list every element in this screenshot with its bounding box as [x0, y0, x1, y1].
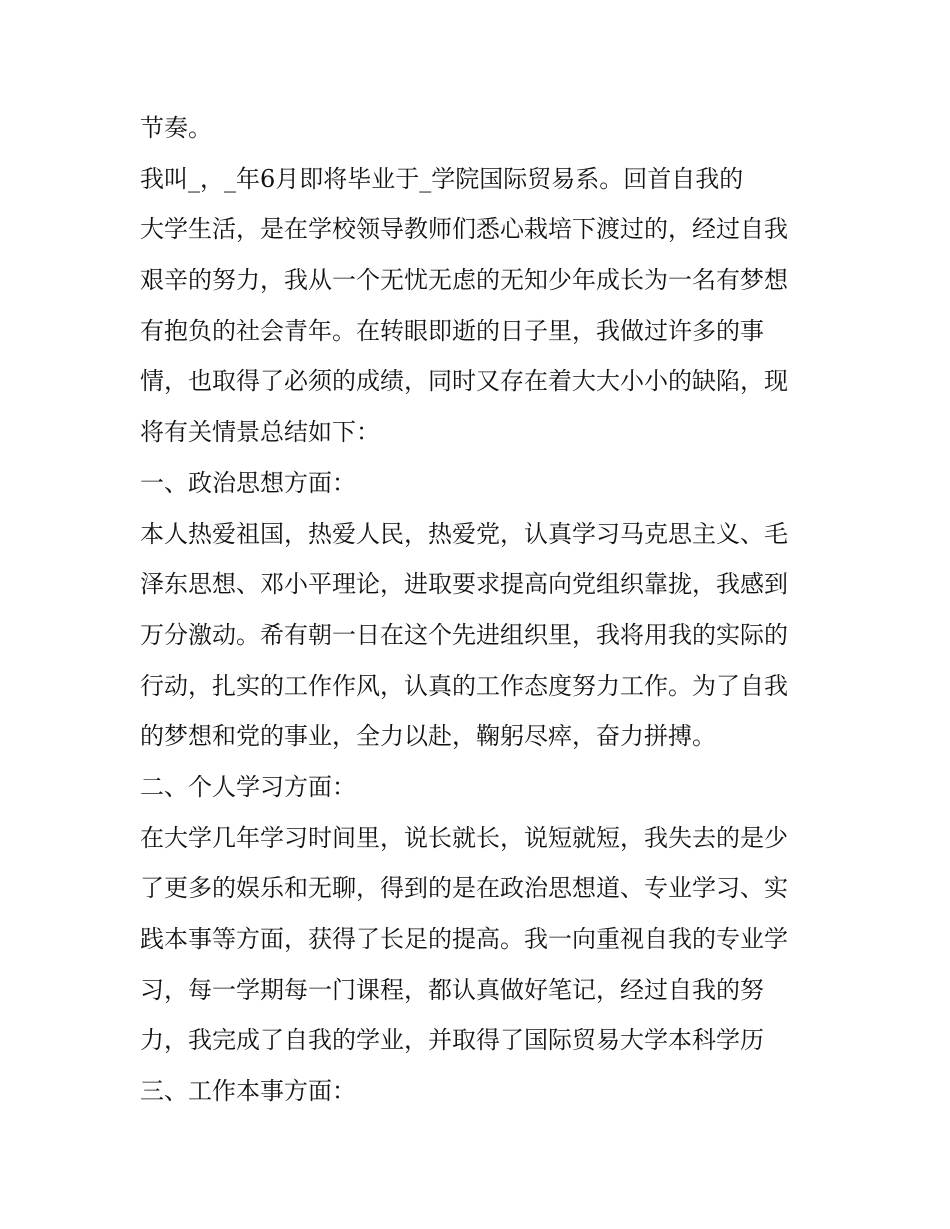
- text-line: 万分激动。希有朝一日在这个先进组织里，我将用我的实际的: [140, 620, 788, 649]
- text-line: 泽东思想、邓小平理论，进取要求提高向党组织靠拢，我感到: [140, 570, 788, 599]
- section-heading: 一、政治思想方面：: [140, 468, 356, 497]
- section-heading: 三、工作本事方面：: [140, 1077, 356, 1106]
- text-line: 在大学几年学习时间里，说长就长，说短就短，我失去的是少: [140, 823, 788, 852]
- text-line: 有抱负的社会青年。在转眼即逝的日子里，我做过许多的事: [140, 316, 764, 345]
- text-line: 情，也取得了必须的成绩，同时又存在着大大小小的缺陷，现: [140, 367, 788, 396]
- text-line: 大学生活，是在学校领导教师们悉心栽培下渡过的，经过自我: [140, 215, 788, 244]
- text-line: 将有关情景总结如下：: [140, 418, 380, 447]
- text-line: 习，每一学期每一门课程，都认真做好笔记，经过自我的努: [140, 975, 764, 1004]
- document-page: [140, 103, 820, 1117]
- text-line: 艰辛的努力，我从一个无忧无虑的无知少年成长为一名有梦想: [140, 266, 788, 295]
- text-line: 了更多的娱乐和无聊，得到的是在政治思想道、专业学习、实: [140, 874, 788, 903]
- text-line: 节奏。: [140, 114, 212, 142]
- text-line: 践本事等方面，获得了长足的提高。我一向重视自我的专业学: [140, 925, 788, 953]
- section-heading: 二、个人学习方面：: [140, 772, 356, 801]
- text-line: 行动，扎实的工作作风，认真的工作态度努力工作。为了自我: [140, 671, 788, 700]
- text-line: 力，我完成了自我的学业，并取得了国际贸易大学本科学历: [140, 1026, 764, 1055]
- text-line: 本人热爱祖国，热爱人民，热爱党，认真学习马克思主义、毛: [140, 519, 788, 548]
- text-line: 的梦想和党的事业，全力以赴，鞠躬尽瘁，奋力拼搏。: [140, 722, 716, 751]
- text-line: 我叫_，_年6月即将毕业于_学院国际贸易系。回首自我的: [140, 164, 744, 193]
